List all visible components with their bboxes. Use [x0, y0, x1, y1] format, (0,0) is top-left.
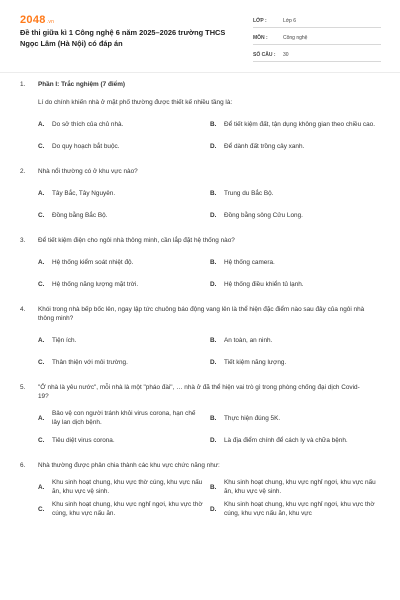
- option-text: Khu sinh hoạt chung, khu vực thờ cúng, khu vực nấu ăn, khu vực vệ sinh.: [52, 479, 203, 495]
- option-b[interactable]: [210, 407, 382, 429]
- option-a[interactable]: [38, 251, 210, 273]
- option-letter: A.: [38, 120, 45, 128]
- meta-count-label: SỐ CÂU :: [253, 51, 276, 58]
- option-b[interactable]: [210, 113, 382, 135]
- option-b[interactable]: [210, 182, 382, 204]
- question-stem: [20, 461, 380, 470]
- option-text: Khu sinh hoạt chung, khu vực nghỉ ngơi, khu vực thờ cúng, khu vực nấu ăn, khu vực: [224, 501, 375, 517]
- option-a[interactable]: [38, 407, 210, 429]
- answer-options: [20, 113, 380, 157]
- answer-options: [20, 251, 380, 295]
- question-text: Lí do chính khiến nhà ở mặt phố thường được thiết kế nhiều tầng là:: [38, 99, 233, 106]
- option-letter: A.: [38, 414, 45, 422]
- option-a[interactable]: [38, 113, 210, 135]
- option-letter: A.: [38, 189, 45, 197]
- section-number: 1.: [20, 81, 26, 88]
- option-b[interactable]: [210, 329, 382, 351]
- option-text: Trung du Bắc Bộ.: [224, 189, 274, 197]
- page-title: Đề thi giữa kì 1 Công nghệ 6 năm 2025–2026 trường THCS Ngọc Lâm (Hà Nội) có đáp án: [20, 28, 226, 48]
- question-number: 4.: [20, 306, 26, 313]
- option-letter: D.: [210, 505, 217, 513]
- question-stem: [20, 383, 380, 401]
- option-c[interactable]: [38, 351, 210, 373]
- meta-count-value: 30: [283, 51, 289, 58]
- question-stem: [20, 305, 380, 323]
- option-text: Tiết kiệm năng lượng.: [224, 358, 287, 366]
- logo-suffix: .vn: [46, 19, 55, 25]
- meta-class-row: [253, 14, 381, 28]
- question-text: Nhà thường được phân chia thành các khu vực chức năng như:: [38, 462, 220, 469]
- option-text: Khu sinh hoạt chung, khu vực nghỉ ngơi, khu vực nấu ăn, khu vực vệ sinh.: [224, 479, 376, 495]
- option-letter: B.: [210, 120, 217, 128]
- question-stem: [20, 98, 380, 107]
- meta-class-value: Lớp 6: [283, 17, 297, 24]
- option-letter: D.: [210, 436, 217, 444]
- question-4: [20, 305, 380, 373]
- option-c[interactable]: [38, 273, 210, 295]
- option-text: Khu sinh hoạt chung, khu vực nghỉ ngơi, khu vực thờ cúng, khu vực nấu ăn.: [52, 501, 203, 517]
- option-text: Hệ thống kiểm soát nhiệt độ.: [52, 258, 134, 266]
- option-letter: C.: [38, 505, 45, 513]
- question-stem: [20, 167, 380, 176]
- option-letter: B.: [210, 258, 217, 266]
- meta-subject-row: [253, 31, 381, 45]
- option-letter: A.: [38, 336, 45, 344]
- answer-options: [20, 329, 380, 373]
- option-b[interactable]: [210, 251, 382, 273]
- option-letter: B.: [210, 336, 217, 344]
- section-title: Phần I: Trắc nghiệm (7 điểm): [38, 81, 126, 88]
- option-d[interactable]: [210, 273, 382, 295]
- option-letter: C.: [38, 358, 45, 366]
- question-stem: [20, 236, 380, 245]
- question-1: [20, 98, 380, 157]
- option-letter: C.: [38, 142, 45, 150]
- exam-content: [20, 80, 380, 530]
- option-letter: B.: [210, 189, 217, 197]
- option-letter: D.: [210, 211, 217, 219]
- option-text: Bảo vệ con người tránh khỏi virus corona, hạn chế lây lan dịch bệnh.: [52, 410, 196, 426]
- question-text: Để tiết kiệm điện cho ngôi nhà thông minh, cần lắp đặt hệ thống nào?: [38, 237, 235, 244]
- option-letter: D.: [210, 358, 217, 366]
- question-number: 2.: [20, 168, 26, 175]
- option-d[interactable]: [210, 351, 382, 373]
- question-number: 5.: [20, 384, 26, 391]
- site-logo[interactable]: [20, 14, 54, 26]
- question-number: 3.: [20, 237, 26, 244]
- answer-options: [20, 182, 380, 226]
- option-a[interactable]: [38, 182, 210, 204]
- option-c[interactable]: [38, 135, 210, 157]
- header-divider: [0, 72, 400, 73]
- option-d[interactable]: [210, 429, 382, 451]
- option-letter: C.: [38, 280, 45, 288]
- question-text: Khói trong nhà bếp bốc lên, ngay lập tức chuông báo động vang lên là thể hiện đặc điểm nào sau đây của ngôi nhà thông minh?: [38, 306, 365, 322]
- question-6: [20, 461, 380, 520]
- option-text: Tây Bắc, Tây Nguyên.: [52, 189, 116, 197]
- option-text: Là địa điểm chính để cách ly và chữa bệnh.: [224, 436, 348, 444]
- option-letter: C.: [38, 436, 45, 444]
- meta-class-label: LỚP :: [253, 17, 267, 24]
- meta-subject-label: MÔN :: [253, 34, 268, 41]
- meta-subject-value: Công nghệ: [283, 34, 308, 41]
- exam-meta: [253, 14, 381, 65]
- section-heading: [20, 80, 380, 89]
- option-c[interactable]: [38, 498, 210, 520]
- question-2: [20, 167, 380, 226]
- option-d[interactable]: [210, 204, 382, 226]
- option-text: Thân thiện với môi trường.: [52, 358, 128, 366]
- option-text: Để tiết kiệm đất, tận dụng không gian theo chiều cao.: [224, 120, 375, 128]
- option-a[interactable]: [38, 329, 210, 351]
- option-text: Do quy hoạch bắt buộc.: [52, 142, 120, 150]
- option-letter: A.: [38, 258, 45, 266]
- option-letter: A.: [38, 483, 45, 491]
- meta-count-row: [253, 48, 381, 62]
- option-text: Hệ thống năng lượng mặt trời.: [52, 280, 139, 288]
- option-d[interactable]: [210, 135, 382, 157]
- option-text: Tiêu diệt virus corona.: [52, 436, 115, 444]
- question-number: 6.: [20, 462, 26, 469]
- option-c[interactable]: [38, 429, 210, 451]
- option-text: Hệ thống điều khiển tủ lạnh.: [224, 280, 304, 288]
- option-text: Đồng bằng sông Cửu Long.: [224, 211, 303, 219]
- answer-options: [20, 407, 380, 451]
- option-text: Thực hiện đúng 5K.: [224, 414, 281, 422]
- question-5: [20, 383, 380, 451]
- option-text: Đồng bằng Bắc Bộ.: [52, 211, 108, 219]
- option-c[interactable]: [38, 204, 210, 226]
- option-text: Hệ thống camera.: [224, 258, 275, 266]
- option-letter: D.: [210, 280, 217, 288]
- option-text: Để dành đất trồng cây xanh.: [224, 142, 305, 150]
- option-text: Do sở thích của chủ nhà.: [52, 120, 124, 128]
- question-3: [20, 236, 380, 295]
- logo-text: 2048: [20, 14, 46, 26]
- option-d[interactable]: [210, 498, 382, 520]
- header: [0, 0, 400, 66]
- option-letter: D.: [210, 142, 217, 150]
- option-b[interactable]: [210, 476, 382, 498]
- option-a[interactable]: [38, 476, 210, 498]
- option-letter: B.: [210, 483, 217, 491]
- answer-options: [20, 476, 380, 520]
- option-letter: C.: [38, 211, 45, 219]
- option-letter: B.: [210, 414, 217, 422]
- option-text: Tiện ích.: [52, 336, 77, 344]
- question-text: Nhà nổi thường có ở khu vực nào?: [38, 168, 138, 175]
- option-text: An toàn, an ninh.: [224, 336, 273, 344]
- question-text: "Ở nhà là yêu nước", mỗi nhà là một "pháo đài", … nhà ở đã thể hiện vai trò gì trong phòng chống đại dịch Covid-19?: [38, 384, 360, 400]
